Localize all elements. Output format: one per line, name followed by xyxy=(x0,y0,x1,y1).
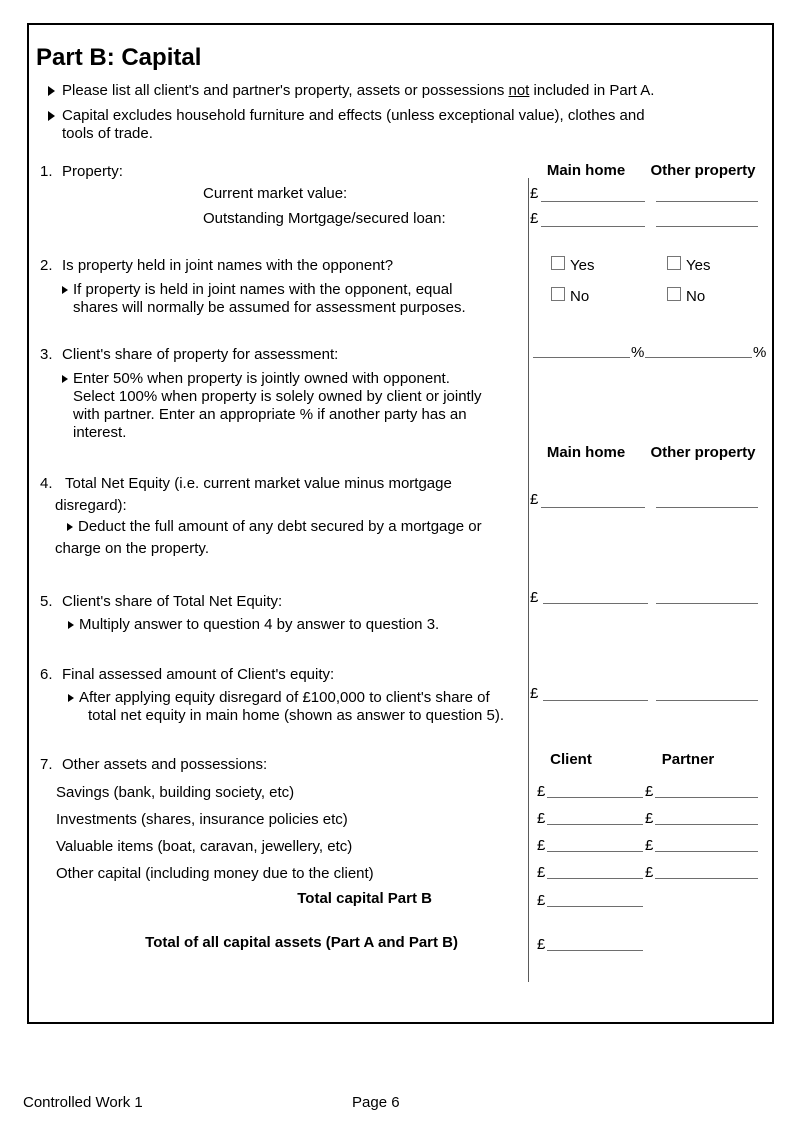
q7-investments-label: Investments (shares, insurance policies etc) xyxy=(56,811,348,828)
q3-note-line1: Enter 50% when property is jointly owned with opponent. xyxy=(73,370,450,387)
column-divider xyxy=(528,178,529,982)
q3-note-line3: with partner. Enter an appropriate % if another party has an xyxy=(73,406,467,423)
q4-number: 4. xyxy=(40,475,53,492)
intro-bullet-1-underlined: not xyxy=(508,82,530,99)
q1-mortgage-mainhome-line[interactable] xyxy=(541,226,645,227)
footer-page-number: Page 6 xyxy=(352,1094,400,1111)
q2-label: Is property held in joint names with the opponent? xyxy=(62,257,394,274)
q7-savings-label: Savings (bank, building society, etc) xyxy=(56,784,295,801)
q7-investments-partner-line[interactable] xyxy=(655,824,758,825)
q4-note-line2: charge on the property. xyxy=(55,540,209,557)
pound-sign: £ xyxy=(645,864,654,881)
bullet-icon xyxy=(68,621,74,629)
bullet-icon xyxy=(48,111,55,121)
q7-valuables-label: Valuable items (boat, caravan, jewellery, etc) xyxy=(56,838,353,855)
q7-valuables-partner-line[interactable] xyxy=(655,851,758,852)
q2-mainhome-no-label: No xyxy=(570,288,590,305)
q4-label-line2: disregard): xyxy=(55,497,127,514)
q7-other-capital-client-line[interactable] xyxy=(547,878,643,879)
q3-note-line2: Select 100% when property is solely owned by client or jointly xyxy=(73,388,482,405)
q2-other-yes-checkbox[interactable] xyxy=(667,256,681,270)
pound-sign: £ xyxy=(530,185,539,202)
q6-label: Final assessed amount of Client's equity: xyxy=(62,666,335,683)
q7-label: Other assets and possessions: xyxy=(62,756,268,773)
pound-sign: £ xyxy=(537,783,546,800)
bullet-icon xyxy=(62,375,68,383)
pound-sign: £ xyxy=(530,491,539,508)
q5-label: Client's share of Total Net Equity: xyxy=(62,593,283,610)
q6-note-line1: After applying equity disregard of £100,000 to client's share of xyxy=(79,689,490,706)
q3-note-line4: interest. xyxy=(73,424,127,441)
q1-market-value-mainhome-line[interactable] xyxy=(541,201,645,202)
column-header-client: Client xyxy=(550,751,592,768)
q1-market-value-label: Current market value: xyxy=(203,185,348,202)
q2-other-no-checkbox[interactable] xyxy=(667,287,681,301)
q1-mortgage-other-line[interactable] xyxy=(656,226,758,227)
pound-sign: £ xyxy=(645,837,654,854)
total-all-capital-line[interactable] xyxy=(547,950,643,951)
q7-savings-partner-line[interactable] xyxy=(655,797,758,798)
intro-bullet-2-line2: tools of trade. xyxy=(62,125,153,142)
q3-share-mainhome-line[interactable] xyxy=(533,357,630,358)
q5-share-equity-other-line[interactable] xyxy=(656,603,758,604)
percent-sign: % xyxy=(631,344,645,361)
q3-label: Client's share of property for assessment: xyxy=(62,346,339,363)
q2-mainhome-yes-checkbox[interactable] xyxy=(551,256,565,270)
q7-investments-client-line[interactable] xyxy=(547,824,643,825)
q2-mainhome-no-checkbox[interactable] xyxy=(551,287,565,301)
q1-mortgage-label: Outstanding Mortgage/secured loan: xyxy=(203,210,446,227)
q6-assessed-mainhome-line[interactable] xyxy=(543,700,648,701)
q2-other-yes-label: Yes xyxy=(686,257,711,274)
pound-sign: £ xyxy=(645,783,654,800)
intro-bullet-1 xyxy=(62,82,654,100)
column-header-other-property: Other property xyxy=(650,162,756,179)
bullet-icon xyxy=(48,86,55,96)
q5-note: Multiply answer to question 4 by answer to question 3. xyxy=(79,616,440,633)
column-header-partner: Partner xyxy=(661,751,715,768)
q7-savings-client-line[interactable] xyxy=(547,797,643,798)
q2-note-line1: If property is held in joint names with the opponent, equal xyxy=(73,281,453,298)
intro-bullet-1-pre: Please list all client's and partner's property, assets or possessions xyxy=(62,82,509,99)
q5-number: 5. xyxy=(40,593,53,610)
pound-sign: £ xyxy=(537,864,546,881)
total-part-b-line[interactable] xyxy=(547,906,643,907)
total-all-capital-label: Total of all capital assets (Part A and Part B) xyxy=(145,934,458,951)
pound-sign: £ xyxy=(530,589,539,606)
q1-number: 1. xyxy=(40,163,53,180)
q4-note-line1: Deduct the full amount of any debt secured by a mortgage or xyxy=(78,518,482,535)
percent-sign: % xyxy=(753,344,767,361)
q7-valuables-client-line[interactable] xyxy=(547,851,643,852)
bullet-icon xyxy=(68,694,74,702)
q6-assessed-other-line[interactable] xyxy=(656,700,758,701)
column-header-other-property-2: Other property xyxy=(650,444,756,461)
total-part-b-label: Total capital Part B xyxy=(297,890,432,907)
q4-equity-mainhome-line[interactable] xyxy=(541,507,645,508)
q7-number: 7. xyxy=(40,756,53,773)
intro-bullet-2-line1: Capital excludes household furniture and effects (unless exceptional value), clothes and xyxy=(62,107,645,124)
column-header-main-home-2: Main home xyxy=(546,444,626,461)
pound-sign: £ xyxy=(530,210,539,227)
q6-number: 6. xyxy=(40,666,53,683)
q2-number: 2. xyxy=(40,257,53,274)
q3-share-other-line[interactable] xyxy=(645,357,752,358)
q1-label: Property: xyxy=(62,163,123,180)
q1-market-value-other-line[interactable] xyxy=(656,201,758,202)
q3-number: 3. xyxy=(40,346,53,363)
intro-bullet-1-post: included in Part A. xyxy=(529,82,655,99)
pound-sign: £ xyxy=(537,892,546,909)
q5-share-equity-mainhome-line[interactable] xyxy=(543,603,648,604)
q7-other-capital-partner-line[interactable] xyxy=(655,878,758,879)
q7-other-capital-label: Other capital (including money due to the client) xyxy=(56,865,374,882)
bullet-icon xyxy=(62,286,68,294)
pound-sign: £ xyxy=(537,936,546,953)
pound-sign: £ xyxy=(530,685,539,702)
q2-other-no-label: No xyxy=(686,288,706,305)
bullet-icon xyxy=(67,523,73,531)
page-title: Part B: Capital xyxy=(36,44,202,71)
pound-sign: £ xyxy=(645,810,654,827)
pound-sign: £ xyxy=(537,810,546,827)
q4-equity-other-line[interactable] xyxy=(656,507,758,508)
column-header-main-home: Main home xyxy=(546,162,626,179)
q2-mainhome-yes-label: Yes xyxy=(570,257,595,274)
q2-note-line2: shares will normally be assumed for assessment purposes. xyxy=(73,299,466,316)
pound-sign: £ xyxy=(537,837,546,854)
q6-note-line2: total net equity in main home (shown as answer to question 5). xyxy=(88,707,505,724)
q4-label-line1: Total Net Equity (i.e. current market value minus mortgage xyxy=(65,475,452,492)
footer-document-name: Controlled Work 1 xyxy=(23,1094,143,1111)
